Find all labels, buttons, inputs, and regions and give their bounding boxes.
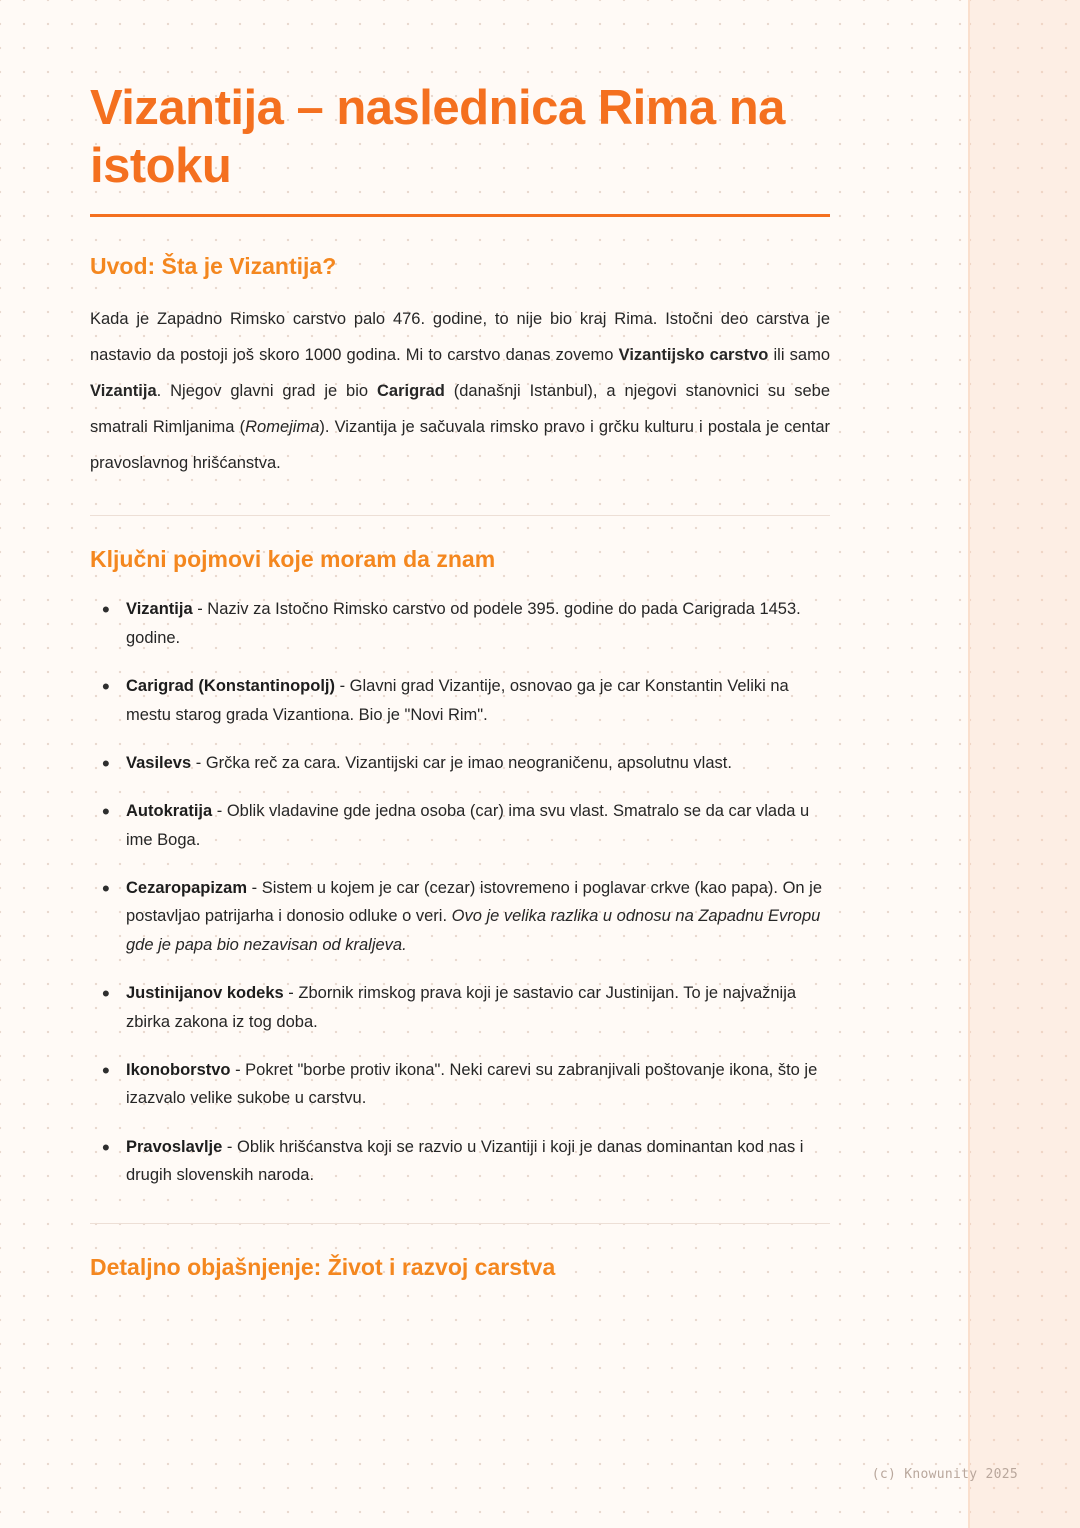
list-item (90, 979, 830, 1036)
term-definition: - Oblik vladavine gde jedna osoba (car) ima svu vlast. Smatralo se da car vlada u ime Boga. (126, 802, 810, 849)
section-divider-1 (90, 515, 830, 516)
term-name: Carigrad (Konstantinopolj) (126, 677, 335, 696)
footer-credit: (c) Knowunity 2025 (871, 1467, 1018, 1482)
term-definition-emphasis: Ovo je velika razlika u odnosu na Zapadnu Evropu gde je papa bio nezavisan od kraljeva. (126, 907, 821, 954)
key-terms-list (90, 595, 830, 1189)
term-definition: - Oblik hrišćanstva koji se razvio u Vizantiji i koji je danas dominantan kod nas i drugih slovenskih naroda. (126, 1137, 804, 1185)
term-definition: - Grčka reč za cara. Vizantijski car je imao neograničenu, apsolutnu vlast. (191, 753, 732, 772)
term-definition: - Glavni grad Vizantije, osnovao ga je car Konstantin Veliki na mestu starog grada Vizantiona. Bio je "Novi Rim". (126, 677, 789, 724)
term-definition: - Zbornik rimskog prava koji je sastavio car Justinijan. To je najvažnija zbirka zakona iz tog doba. (126, 984, 797, 1031)
term-name: Vasilevs (126, 753, 192, 772)
list-item (90, 749, 830, 777)
intro-text-run: Kada je Zapadno Rimsko carstvo palo 476. godine, to nije bio kraj Rima. Istočni deo carstva je nastavio da postoji još skoro 1000 godina. Mi to carstvo danas zovemo (90, 309, 830, 364)
intro-italic-term: Romejima (245, 417, 320, 436)
term-definition: - Pokret "borbe protiv ikona". Neki carevi su zabranjivali poštovanje ikona, što je izazvalo velike sukobe u carstvu. (126, 1060, 818, 1108)
intro-bold-term: Vizantija (90, 381, 157, 400)
section-heading-detail: Detaljno objašnjenje: Život i razvoj carstva (90, 1254, 556, 1281)
section-divider-2 (90, 1223, 830, 1224)
list-item (90, 672, 830, 729)
right-margin-stripe (968, 0, 1080, 1528)
section-heading-intro: Uvod: Šta je Vizantija? (90, 252, 337, 279)
term-name: Cezaropapizam (126, 879, 248, 898)
title-divider (90, 214, 830, 217)
list-item (90, 874, 830, 959)
list-item (90, 1133, 830, 1190)
term-definition: - Naziv za Istočno Rimsko carstvo od podele 395. godine do pada Carigrada 1453. godine. (126, 600, 801, 647)
term-name: Autokratija (126, 802, 213, 821)
page-title: Vizantija – naslednica Rima na istoku (90, 81, 785, 193)
intro-text-run: ). Vizantija je sačuvala rimsko pravo i grčku kulturu i postala je centar pravoslavnog hrišćanstva. (90, 417, 830, 472)
term-name: Justinijanov kodeks (126, 984, 284, 1003)
list-item (90, 595, 830, 652)
intro-paragraph (90, 302, 830, 482)
term-definition: - Sistem u kojem je car (cezar) istovremeno i poglavar crkve (kao papa). On je postavljao patrijarha i donosio odluke o veri. (126, 879, 823, 926)
intro-text-run: . Njegov glavni grad je bio (156, 381, 377, 400)
list-item (90, 797, 830, 854)
term-name: Vizantija (126, 600, 193, 619)
intro-bold-term: Vizantijsko carstvo (618, 345, 769, 364)
list-item (90, 1056, 830, 1113)
intro-bold-term: Carigrad (376, 381, 445, 400)
section-heading-key-terms: Ključni pojmovi koje moram da znam (90, 546, 496, 573)
term-name: Ikonoborstvo (126, 1060, 231, 1079)
intro-text-run: ili samo (768, 345, 830, 364)
term-name: Pravoslavlje (126, 1137, 223, 1156)
document-content (90, 80, 830, 1281)
intro-text-run: (današnji Istanbul), a njegovi stanovnici su sebe smatrali Rimljanima ( (90, 381, 830, 436)
